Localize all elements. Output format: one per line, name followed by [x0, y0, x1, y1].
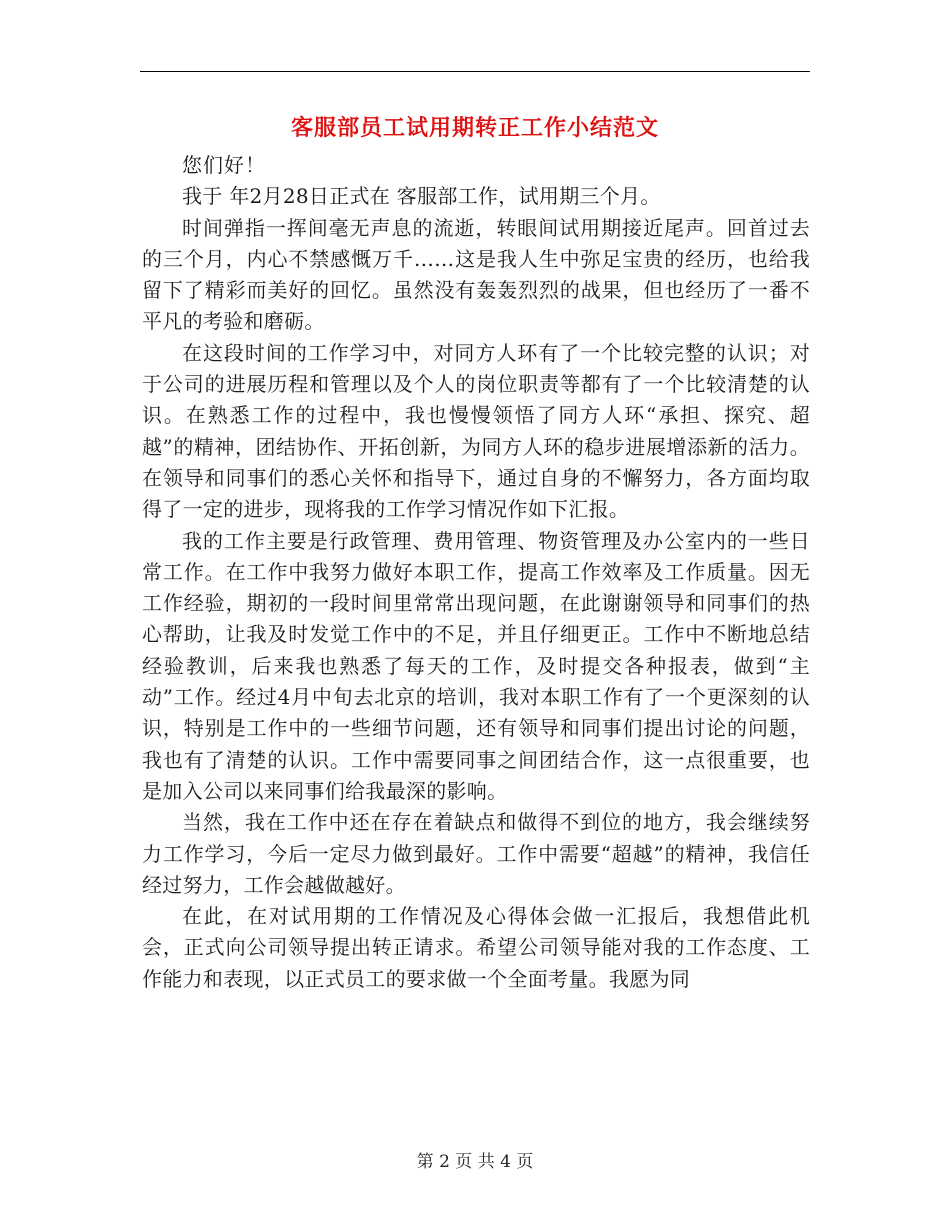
paragraph-reflection: 时间弹指一挥间毫无声息的流逝，转眼间试用期接近尾声。回首过去的三个月，内心不禁感慨万千……这是我人生中弥足宝贵的经历，也给我留下了精彩而美好的回忆。虽然没有轰轰烈烈的战果，但也经历了一番不平凡的考验和磨砺。: [142, 215, 810, 334]
paragraph-start-date: 我于 年2月28日正式在 客服部工作，试用期三个月。: [182, 184, 661, 209]
paragraph-shortcomings: 当然，我在工作中还在存在着缺点和做得不到位的地方，我会继续努力工作学习，今后一定尽力做到最好。工作中需要“超越”的精神，我信任经过努力，工作会越做越好。: [142, 810, 810, 897]
document-body: [142, 150, 810, 995]
paragraph-greeting: 您们好！: [182, 153, 266, 177]
paragraph-work-duties: 我的工作主要是行政管理、费用管理、物资管理及办公室内的一些日常工作。在工作中我努力做好本职工作，提高工作效率及工作质量。因无工作经验，期初的一段时间里常常出现问题，在此谢谢领导和同事们的热心帮助，让我及时发觉工作中的不足，并且仔细更正。工作中不断地总结经验教训，后来我也熟悉了每天的工作，及时提交各种报表，做到“主动”工作。经过4月中旬去北京的培训，我对本职工作有了一个更深刻的认识，特别是工作中的一些细节问题，还有领导和同事们提出讨论的问题，我也有了清楚的认识。工作中需要同事之间团结合作，这一点很重要，也是加入公司以来同事们给我最深的影响。: [142, 528, 810, 803]
paragraph-request: 在此，在对试用期的工作情况及心得体会做一汇报后，我想借此机会，正式向公司领导提出转正请求。希望公司领导能对我的工作态度、工作能力和表现，以正式员工的要求做一个全面考量。我愿为同: [142, 904, 810, 991]
paragraph-understanding: 在这段时间的工作学习中，对同方人环有了一个比较完整的认识；对于公司的进展历程和管理以及个人的岗位职责等都有了一个比较清楚的认识。在熟悉工作的过程中，我也慢慢领悟了同方人环“承担、探究、超越”的精神，团结协作、开拓创新，为同方人环的稳步进展增添新的活力。在领导和同事们的悉心关怀和指导下，通过自身的不懈努力，各方面均取得了一定的进步，现将我的工作学习情况作如下汇报。: [142, 340, 810, 522]
header-rule: [140, 71, 810, 72]
document-title: 客服部员工试用期转正工作小结范文: [290, 115, 659, 141]
page-number-footer: 第 2 页 共 4 页: [416, 1152, 534, 1172]
